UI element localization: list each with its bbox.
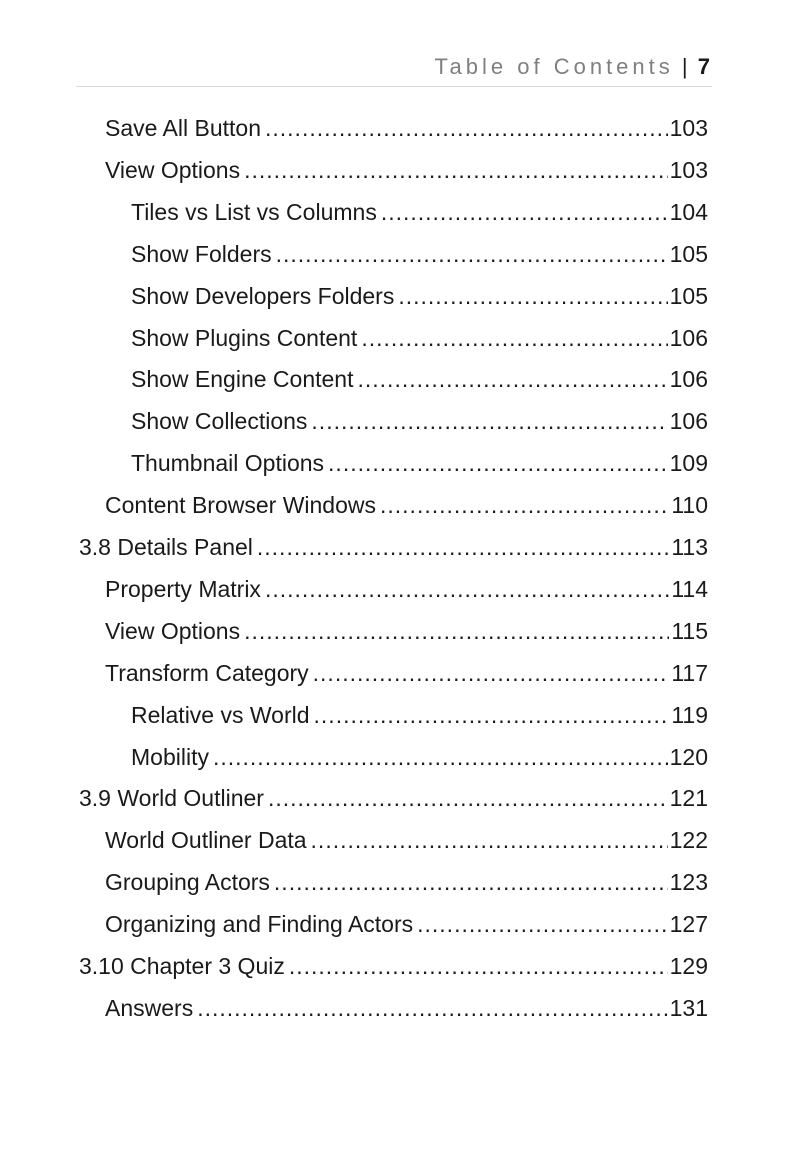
toc-entry[interactable] — [131, 197, 708, 227]
toc-entry-title: Organizing and Finding Actors — [105, 911, 414, 937]
toc-dot-leader — [274, 867, 668, 897]
header-page-number: 7 — [697, 54, 710, 79]
toc-entry[interactable] — [131, 364, 708, 394]
toc-entry[interactable] — [105, 574, 708, 604]
toc-entry-page-number: 105 — [669, 283, 708, 309]
toc-entry-page-number: 106 — [669, 366, 708, 392]
toc-dot-leader — [380, 490, 669, 520]
toc-entry[interactable] — [131, 448, 708, 478]
toc-dot-leader — [265, 113, 668, 143]
toc-entry-page-number: 110 — [671, 492, 708, 518]
toc-entry-page-number: 114 — [671, 576, 708, 602]
toc-entry[interactable] — [79, 783, 708, 813]
toc-dot-leader — [197, 993, 667, 1023]
toc-entry-page-number: 106 — [669, 325, 708, 351]
toc-entry-page-number: 123 — [669, 869, 708, 895]
toc-entry-title: Transform Category — [105, 660, 309, 686]
toc-entry[interactable] — [131, 700, 708, 730]
toc-entry-page-number: 113 — [671, 534, 708, 560]
toc-dot-leader — [361, 323, 667, 353]
toc-entry-page-number: 131 — [669, 995, 708, 1021]
toc-entry-title: Save All Button — [105, 115, 261, 141]
toc-entry-title: View Options — [105, 157, 241, 183]
toc-entry[interactable] — [105, 155, 708, 185]
toc-entry-page-number: 117 — [671, 660, 708, 686]
toc-dot-leader — [311, 406, 667, 436]
header-separator: | — [681, 54, 688, 79]
toc-entry[interactable] — [105, 113, 708, 143]
toc-entry[interactable] — [131, 742, 708, 772]
toc-dot-leader — [268, 783, 668, 813]
toc-dot-leader — [398, 281, 667, 311]
toc-entry-page-number: 106 — [669, 408, 708, 434]
toc-entry-page-number: 119 — [671, 702, 708, 728]
toc-entry-title: Show Developers Folders — [131, 283, 395, 309]
running-header-text — [435, 54, 710, 80]
toc-entry-page-number: 109 — [669, 450, 708, 476]
toc-entry[interactable] — [105, 909, 708, 939]
toc-entry[interactable] — [105, 658, 708, 688]
toc-entry-title: Mobility — [131, 744, 209, 770]
toc-entry-title: Answers — [105, 995, 194, 1021]
toc-dot-leader — [265, 574, 669, 604]
toc-dot-leader — [257, 532, 669, 562]
toc-dot-leader — [276, 239, 668, 269]
header-title: Table of Contents — [434, 54, 674, 79]
toc-entry[interactable] — [105, 490, 708, 520]
toc-entry-page-number: 127 — [669, 911, 708, 937]
toc-entry-title: World Outliner Data — [105, 827, 307, 853]
toc-entry-page-number: 121 — [669, 785, 708, 811]
toc-dot-leader — [244, 155, 668, 185]
toc-entry[interactable] — [105, 825, 708, 855]
toc-entry[interactable] — [131, 239, 708, 269]
toc-entry[interactable] — [79, 951, 708, 981]
toc-entry-title: 3.8 Details Panel — [79, 534, 253, 560]
toc-dot-leader — [417, 909, 668, 939]
toc-dot-leader — [311, 825, 668, 855]
toc-entry-title: Grouping Actors — [105, 869, 270, 895]
toc-dot-leader — [289, 951, 668, 981]
toc-entry-title: 3.9 World Outliner — [79, 785, 264, 811]
toc-dot-leader — [328, 448, 668, 478]
toc-entry-title: Show Collections — [131, 408, 308, 434]
toc-dot-leader — [244, 616, 669, 646]
toc-entry[interactable] — [79, 532, 708, 562]
toc-entry-title: Show Folders — [131, 241, 272, 267]
toc-entry-page-number: 120 — [669, 744, 708, 770]
toc-dot-leader — [314, 700, 670, 730]
toc-dot-leader — [313, 658, 670, 688]
toc-entry-title: Show Plugins Content — [131, 325, 358, 351]
toc-entry[interactable] — [131, 281, 708, 311]
toc-entry[interactable] — [131, 323, 708, 353]
toc-entry-title: Tiles vs List vs Columns — [131, 199, 377, 225]
toc-entry-page-number: 129 — [669, 953, 708, 979]
toc-entry-title: Show Engine Content — [131, 366, 354, 392]
toc-entry-page-number: 104 — [669, 199, 708, 225]
toc-entry-title: Relative vs World — [131, 702, 310, 728]
toc-entry-title: 3.10 Chapter 3 Quiz — [79, 953, 285, 979]
toc-entry-page-number: 103 — [669, 157, 708, 183]
toc-entry-title: View Options — [105, 618, 241, 644]
toc-entry[interactable] — [131, 406, 708, 436]
toc-dot-leader — [213, 742, 668, 772]
toc-entry-title: Property Matrix — [105, 576, 261, 602]
toc-entry-title: Thumbnail Options — [131, 450, 325, 476]
toc-entry[interactable] — [105, 867, 708, 897]
toc-dot-leader — [381, 197, 668, 227]
toc-entry-page-number: 105 — [669, 241, 708, 267]
toc-entry-page-number: 122 — [669, 827, 708, 853]
toc-entry-page-number: 115 — [671, 618, 708, 644]
toc-dot-leader — [358, 364, 668, 394]
toc-entry-page-number: 103 — [669, 115, 708, 141]
toc-entry[interactable] — [105, 993, 708, 1023]
toc-entry-title: Content Browser Windows — [105, 492, 376, 518]
running-header — [76, 50, 712, 87]
toc-entry[interactable] — [105, 616, 708, 646]
